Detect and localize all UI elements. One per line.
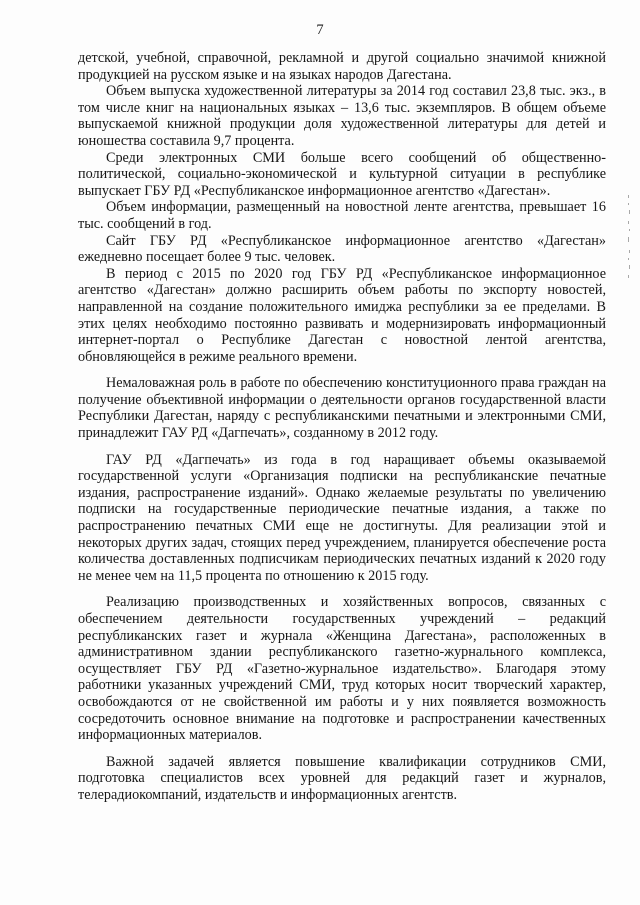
paragraph-site-visitors: Сайт ГБУ РД «Республиканское информационное агентство «Дагестан» ежедневно посещает более 9 тыс. человек.: [78, 232, 606, 266]
paragraph-dagpechat-subscription: ГАУ РД «Дагпечать» из года в год наращивает объемы оказываемой государственной услуги «Организация подписки на республиканские печатные издания, распространение изданий». Однако желаемые результаты по увеличению подписки на государственные периодические печатные издания, а также по распространению печатных СМИ еще не достигнуты. Для реализации этой и некоторых других задач, стоящих перед учреждением, планируется обеспечение роста количества доставленных подписчикам периодических печатных изданий к 2020 году не менее чем на 11,5 процента по отношению к 2015 году.: [78, 451, 606, 584]
page-body: [78, 50, 606, 804]
paragraph-staff-training: Важной задачей является повышение квалификации сотрудников СМИ, подготовка специалистов всех уровней для редакций газет и журналов, телерадиокомпаний, издательств и информационных агентств.: [78, 753, 606, 803]
page-number: 7: [316, 22, 324, 38]
paragraph-dagpechat-role: Немаловажная роль в работе по обеспечению конституционного права граждан на получение объективной информации о деятельности органов государственной власти Республики Дагестан, наряду с республиканскими печатными и электронными СМИ, принадлежит ГАУ РД «Дагпечать», созданному в 2012 году.: [78, 375, 606, 442]
paragraph-news-volume: Объем информации, размещенный на новостной ленте агентства, превышает 16 тыс. сообщений в год.: [78, 199, 606, 232]
scan-margin-marks: [625, 195, 633, 285]
paragraph-electronic-media: Среди электронных СМИ больше всего сообщений об общественно-политической, социально-экономической и культурной ситуации в республике выпускает ГБУ РД «Республиканское информационное агентство «Дагестан».: [78, 149, 606, 199]
paragraph-fiction-output: Объем выпуска художественной литературы за 2014 год составил 23,8 тыс. экз., в том числе книг на национальных языках – 13,6 тыс. экземпляров. В общем объеме выпускаемой книжной продукции доля художественной литературы для детей и юношества составила 9,7 процента.: [78, 83, 606, 149]
scan-noise-icon: [625, 195, 633, 285]
paragraph-continuation: детской, учебной, справочной, рекламной и другой социально значимой книжной продукцией на русском языке и на языках народов Дагестана.: [78, 50, 606, 83]
paragraph-publishing-house: Реализацию производственных и хозяйственных вопросов, связанных с обеспечением деятельности государственных учреждений – редакций республиканских газет и журнала «Женщина Дагестана», расположенных в административном здании республиканского газетно-журнального комплекса, осуществляет ГБУ РД «Газетно-журнальное издательство». Благодаря этому работники указанных учреждений СМИ, труд которых носит творческий характер, освобождаются от не свойственной им работы и у них появляется возможность сосредоточить основное внимание на подготовке и распространении качественных информационных материалов.: [78, 594, 606, 744]
paragraph-agency-plans: В период с 2015 по 2020 год ГБУ РД «Республиканское информационное агентство «Дагестан» должно расширить объем работы по экспорту новостей, направленной на создание положительного имиджа республики за ее пределами. В этих целях необходимо постоянно развивать и модернизировать информационный интернет-портал о Республике Дагестан с новостной лентой агентства, обновляющейся в режиме реального времени.: [78, 265, 606, 365]
